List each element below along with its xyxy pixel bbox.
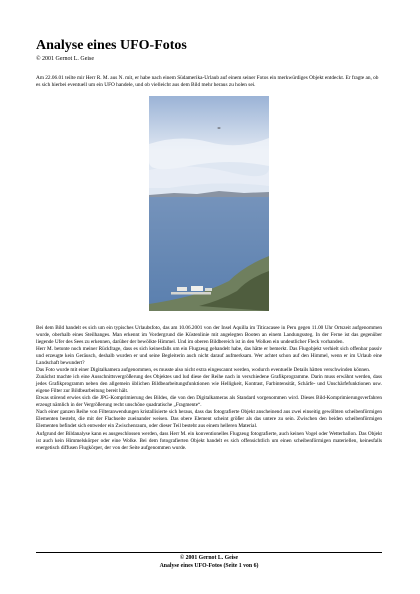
footer-copyright: © 2001 Gernot L. Geise — [179, 555, 239, 561]
footer-page-info: Analyse eines UFO-Fotos (Seite 1 von 6) — [159, 562, 259, 569]
body-paragraph-2: Herr M. betonte noch meiner Rückfrage, dass es sich keinesfalls um ein Flugzeug gehandelt habe, das hätte er bemerkt. Das Flugobjekt verhielt sich offenbar passiv und erzeugte kein Geräusch, deshalb wurden er und seine Begleiterin auch nicht darauf aufmerksam. Wer achtet schon auf den Himmel, wenn er im Urlaub eine Landschaft bewundert? — [36, 345, 382, 367]
page-footer — [36, 552, 382, 570]
document-page — [36, 38, 382, 452]
boat — [205, 288, 212, 291]
body-paragraph-7: Aufgrund der Bildanalyse kann es ausgeschlossen werden, dass Herr M. ein konventionelles Flugzeug fotografierte, auch keinen Vogel oder Wetterballon. Das Objekt ist auch kein Himmelskörper oder eine Wolke. Bei dem fotografierten Objekt handelt es sich offensichtlich um einen scheibenförmigen materiellen, keinesfalls energetisch diffusen Flugkörper, der von der Seite aufgenommen wurde. — [36, 430, 382, 451]
body-paragraph-3: Das Foto wurde mit einer Digitalkamera aufgenommen, es musste also nicht extra eingescannt werden, wodurch eventuelle Details hätten verschwinden können. — [36, 367, 371, 374]
lake-titicaca-photo — [149, 96, 269, 311]
boat — [177, 287, 187, 291]
intro-paragraph: Am 22.06.01 teilte mir Herr R. M. aus N. mit, er habe nach einem Südamerika-Urlaub auf einem seiner Fotos ein merkwürdiges Objekt entdeckt. Er fragte an, ob es sich hierbei eventuell um ein UFO handele, und ob vielleicht aus dem Bild mehr heraus zu holen sei. — [36, 75, 379, 89]
body-paragraph-4: Zunächst machte ich eine Ausschnittsvergrößerung des Objektes und lud diese der Reihe nach in verschiedene Grafikprogramme. Darin muss erwähnt werden, dass jedes Grafikprogramm neben den allgemein üblichen Bildbearbeitungsfunktionen wie Helligkeit, Kontrast, Farbintensität, Schärfe- und Unschärfefunktionen usw. eigene Filter zur Bildbearbeitung bereit hält. — [36, 374, 382, 395]
body-paragraph-1: Bei dem Bild handelt es sich um ein typisches Urlaubsfoto, das am 10.06.2001 von der Insel Aquilla im Titicacasee in Peru gegen 11.00 Uhr Ortszeit aufgenommen wurde, oberhalb eines Steilhanges. Man erkennt im Vordergrund die Küstenlinie mit angelegten Booten an einem Landungssteg. In der Ferne ist das gegenüber liegende Ufer des Sees zu erkennen, darüber der bewölkte Himmel. Und im oberen Bildbereich ist in den Wolken ein undeutlicher Fleck vorhanden. — [36, 324, 382, 345]
body-text — [36, 325, 382, 452]
body-paragraph-5: Etwas störend erwies sich die JPG-Komprimierung des Bildes, die von den Digitalkameras als Standard vorgenommen wird. Dieses Bild-Komprimierungsverfahren erzeugt nämlich in der Vergrößerung recht unschöne quadratische „Fragmente“. — [36, 395, 382, 409]
jetty — [171, 292, 211, 295]
copyright-line: © 2001 Gernot L. Geise — [36, 56, 95, 62]
photo-container — [36, 96, 382, 311]
boat — [191, 286, 203, 291]
body-paragraph-6: Nach einer ganzen Reihe von Filteranwendungen kristallisierte sich heraus, dass das fotografierte Objekt anscheinend aus zwei einseitig gewölbten scheibenförmigen Elementen besteht, die mit der Flachseite zueinander weisen. Das obere Element scheint größer als das untere zu sein. Zwischen den beiden scheibenförmigen Elementen befindet sich entweder ein Zwischenraum, oder dieser Teil besteht aus einem helleren Material. — [36, 409, 382, 430]
page-title: Analyse eines UFO-Fotos — [36, 38, 187, 53]
ufo-spot — [217, 127, 220, 129]
